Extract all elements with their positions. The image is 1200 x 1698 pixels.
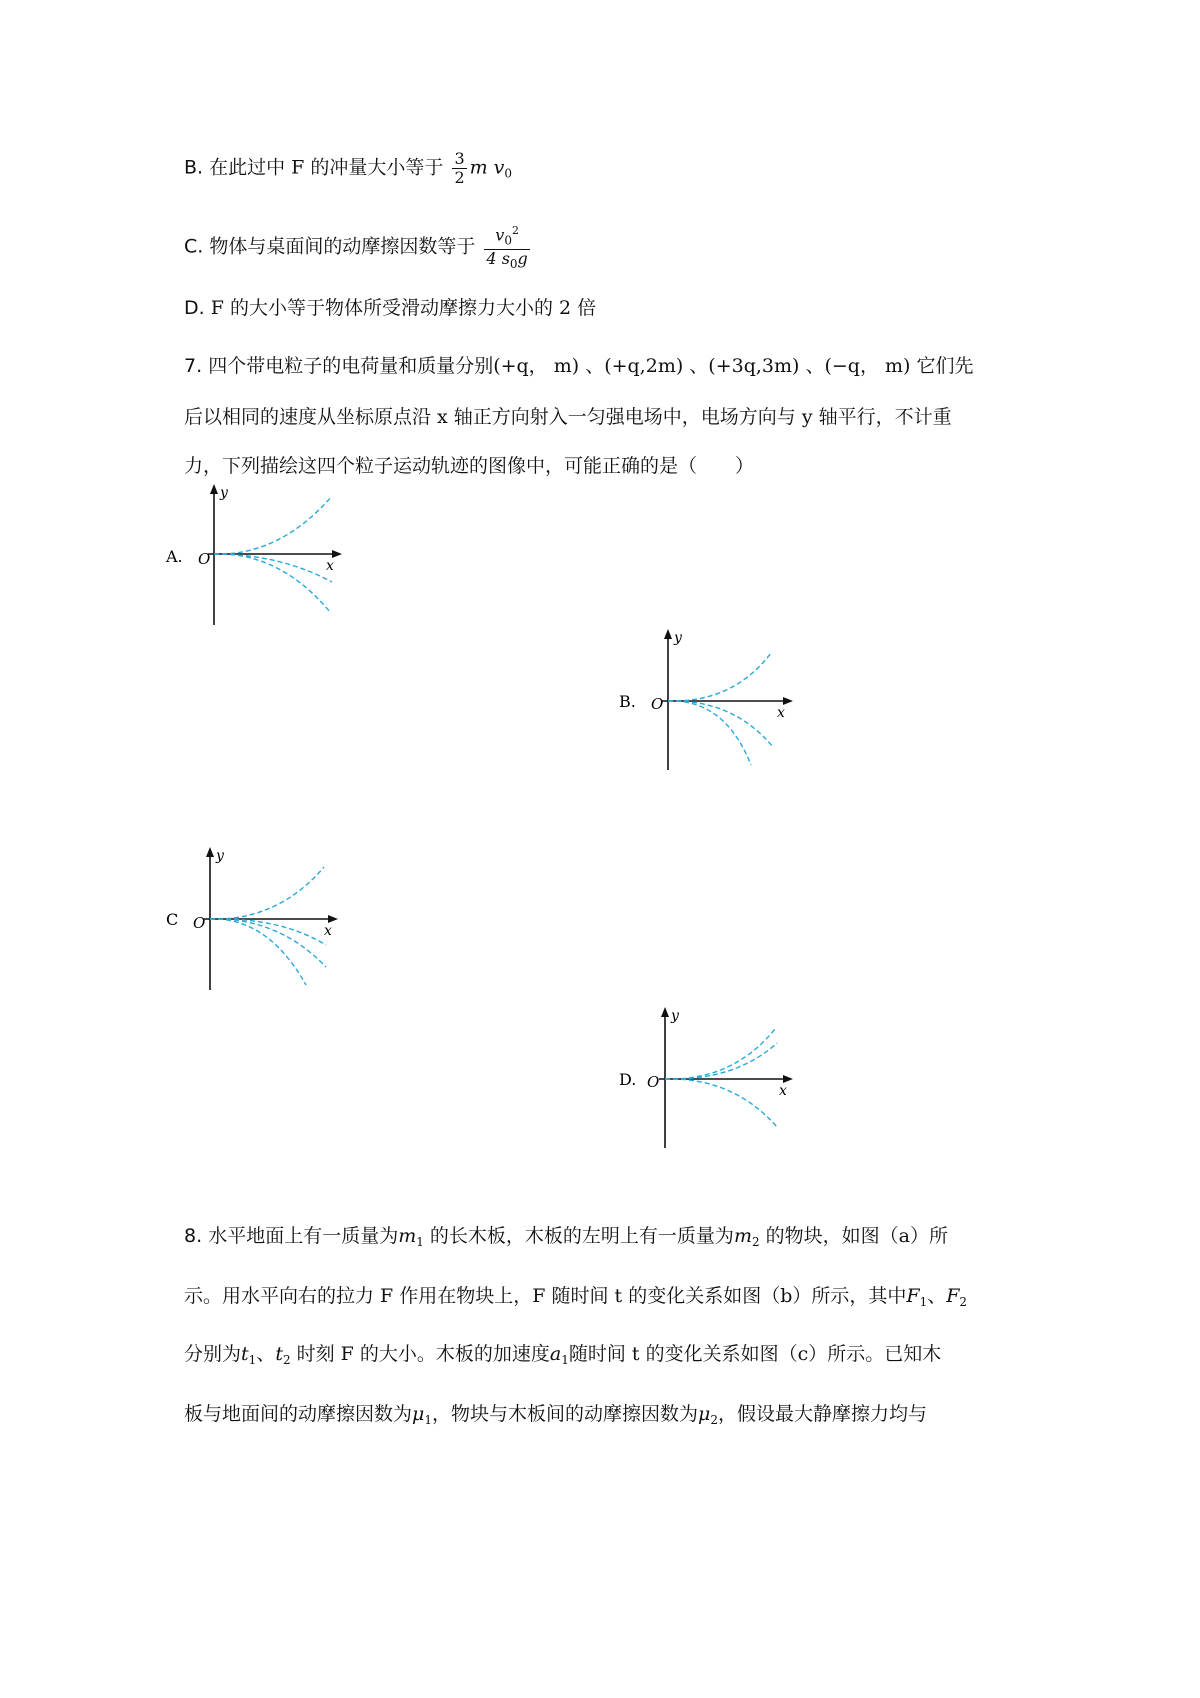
- option-b-label: B.: [184, 156, 204, 179]
- trajectory-up: [210, 867, 324, 919]
- option-c: [184, 222, 533, 273]
- option-d-label: D.: [184, 297, 205, 319]
- option-c-label: C.: [184, 235, 204, 258]
- q8-number: 8.: [184, 1225, 203, 1247]
- figure-c-label: C: [166, 910, 179, 929]
- x-axis-label: x: [324, 923, 332, 939]
- friction-fraction: $\frac{v_0^2}{4 s_0g}$: [486, 224, 528, 272]
- y-axis-label: y: [216, 848, 224, 864]
- option-b: B. 在此过中 F 的冲量大小等于 $\frac{3}{2}$ m $v_0$: [184, 149, 513, 187]
- origin-label: O: [647, 1073, 660, 1091]
- option-c-text: 物体与桌面间的动摩擦因数等于: [209, 235, 476, 258]
- figure-b-label: B.: [619, 692, 636, 711]
- q7-line3: 力，下列描绘这四个粒子运动轨迹的图像中，可能正确的是（ ）: [184, 455, 755, 477]
- trajectory-down-shallow: [210, 919, 326, 945]
- origin-label: O: [193, 914, 206, 932]
- figure-c: [160, 843, 360, 993]
- option-d-text: F 的大小等于物体所受滑动摩擦力大小的 2 倍: [210, 297, 597, 319]
- q7-line2: 后以相同的速度从坐标原点沿 x 轴正方向射入一匀强电场中，电场方向与 y 轴平行，不计重: [184, 406, 952, 428]
- trajectory-down-steep: [668, 701, 751, 765]
- q8-line2: 示。用水平向右的拉力 F 作用在物块上，F 随时间 t 的变化关系如图（b）所示，其中$F_1$、$F_2$: [184, 1285, 968, 1309]
- figure-a: [160, 480, 360, 630]
- x-axis-label: x: [777, 705, 785, 721]
- q7-number: 7.: [184, 355, 203, 377]
- q7-line1: 7. 四个带电粒子的电荷量和质量分别(+q， m) 、(+q,2m) 、(+3q,3m) 、(−q， m) 它们先: [184, 355, 974, 377]
- trajectory-down: [665, 1079, 777, 1127]
- fraction-3-2: $\frac{3}{2}$: [454, 149, 465, 187]
- trajectory-up: [668, 653, 771, 701]
- x-axis-label: x: [779, 1083, 787, 1099]
- q8-line3: 分别为$t_1$、$t_2$ 时刻 F 的大小。木板的加速度$a_1$随时间 t 的变化关系如图（c）所示。已知木: [184, 1343, 942, 1367]
- trajectory-down-medium: [210, 919, 326, 967]
- option-d: [184, 294, 596, 322]
- trajectory-up-steep: [665, 1029, 775, 1079]
- origin-label: O: [651, 695, 664, 713]
- option-b-tail: m v: [469, 156, 505, 179]
- trajectory-down-steep: [214, 554, 330, 612]
- q8-line4: 板与地面间的动摩擦因数为$\mu_1$，物块与木板间的动摩擦因数为$\mu_2$，假设最大静摩擦力均与: [184, 1403, 928, 1427]
- y-axis-label: y: [220, 485, 228, 501]
- y-axis-label: y: [674, 630, 682, 646]
- x-axis-label: x: [326, 558, 334, 574]
- trajectory-up-shallow: [665, 1043, 777, 1079]
- option-b-text: 在此过中 F 的冲量大小等于: [209, 156, 444, 179]
- q8-line1: 8. 水平地面上有一质量为$m_1$ 的长木板，木板的左明上有一质量为$m_2$ 的物块，如图（a）所: [184, 1225, 948, 1249]
- trajectory-down-shallow: [668, 701, 773, 747]
- figure-d-label: D.: [619, 1070, 637, 1089]
- figure-a-label: A.: [166, 547, 183, 566]
- y-axis-label: y: [671, 1008, 679, 1024]
- trajectory-up: [214, 496, 332, 554]
- origin-label: O: [198, 550, 211, 568]
- figure-b: [615, 625, 815, 775]
- trajectory-down-shallow: [214, 554, 332, 582]
- figure-d: [615, 1003, 815, 1153]
